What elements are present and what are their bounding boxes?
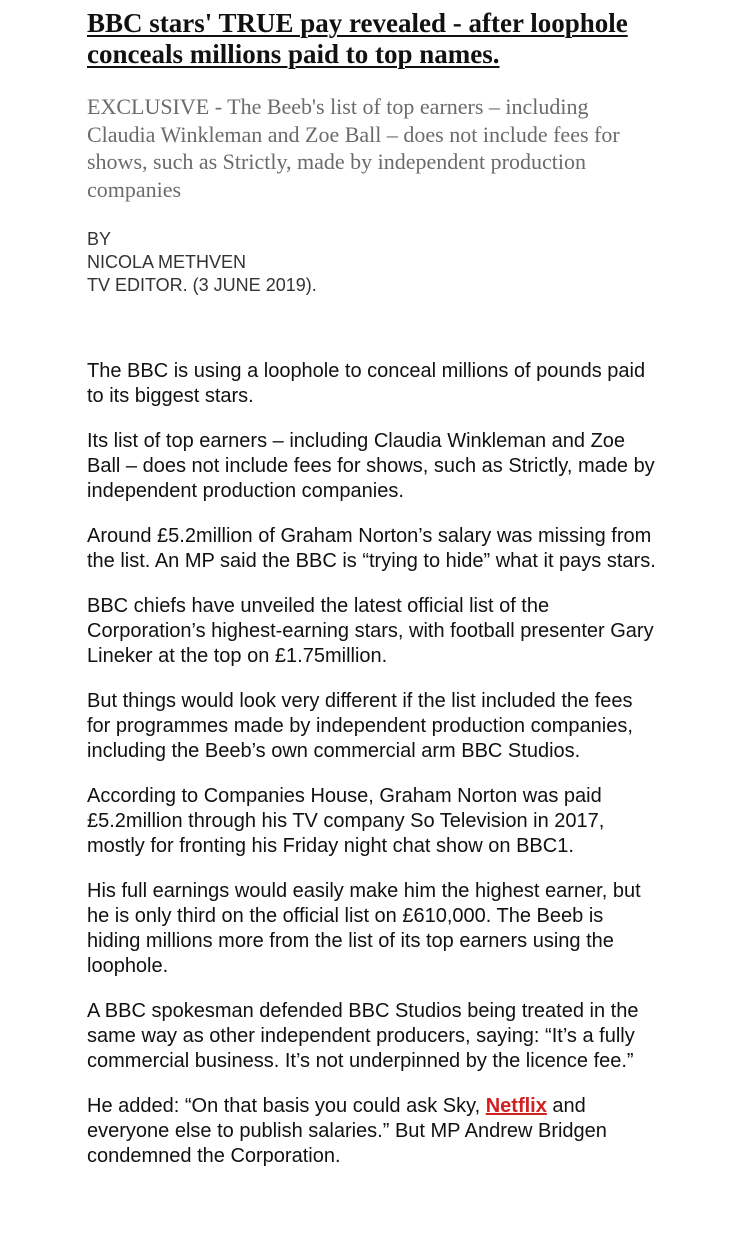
paragraph-last xyxy=(87,1094,657,1169)
byline-author: NICOLA METHVEN xyxy=(87,252,247,272)
paragraph-text: and everyone else to publish salaries.” But MP Andrew Bridgen condemned the Corporation. xyxy=(87,1095,607,1167)
byline xyxy=(87,228,687,297)
netflix-link[interactable]: Netflix xyxy=(485,1095,547,1117)
byline-by: BY xyxy=(87,229,112,249)
paragraph: According to Companies House, Graham Norton was paid £5.2million through his TV company So Television in 2017, mostly for fronting his Friday night chat show on BBC1. xyxy=(87,785,605,857)
article-body xyxy=(87,359,687,1169)
paragraph: Its list of top earners – including Claudia Winkleman and Zoe Ball – does not include fees for shows, such as Strictly, made by independent production companies. xyxy=(87,430,655,502)
paragraph: A BBC spokesman defended BBC Studios being treated in the same way as other independent producers, saying: “It’s a fully commercial business. It’s not underpinned by the licence fee.” xyxy=(87,1000,639,1072)
paragraph: But things would look very different if the list included the fees for programmes made by independent production companies, including the Beeb’s own commercial arm BBC Studios. xyxy=(87,690,633,762)
standfirst: EXCLUSIVE - The Beeb's list of top earners – including Claudia Winkleman and Zoe Ball – does not include fees for shows, such as Strictly, made by independent production companies xyxy=(87,94,620,202)
paragraph: Around £5.2million of Graham Norton’s salary was missing from the list. An MP said the BBC is “trying to hide” what it pays stars. xyxy=(87,525,656,572)
headline: BBC stars' TRUE pay revealed - after loophole conceals millions paid to top names. xyxy=(87,8,628,69)
byline-role-date: TV EDITOR. (3 JUNE 2019). xyxy=(87,275,317,295)
paragraph: The BBC is using a loophole to conceal millions of pounds paid to its biggest stars. xyxy=(87,360,646,407)
article xyxy=(87,8,687,1189)
paragraph: His full earnings would easily make him the highest earner, but he is only third on the official list on £610,000. The Beeb is hiding millions more from the list of its top earners using the loophole. xyxy=(87,880,641,977)
paragraph: BBC chiefs have unveiled the latest official list of the Corporation’s highest-earning stars, with football presenter Gary Lineker at the top on £1.75million. xyxy=(87,595,654,667)
paragraph-text: He added: “On that basis you could ask Sky, xyxy=(87,1095,486,1117)
